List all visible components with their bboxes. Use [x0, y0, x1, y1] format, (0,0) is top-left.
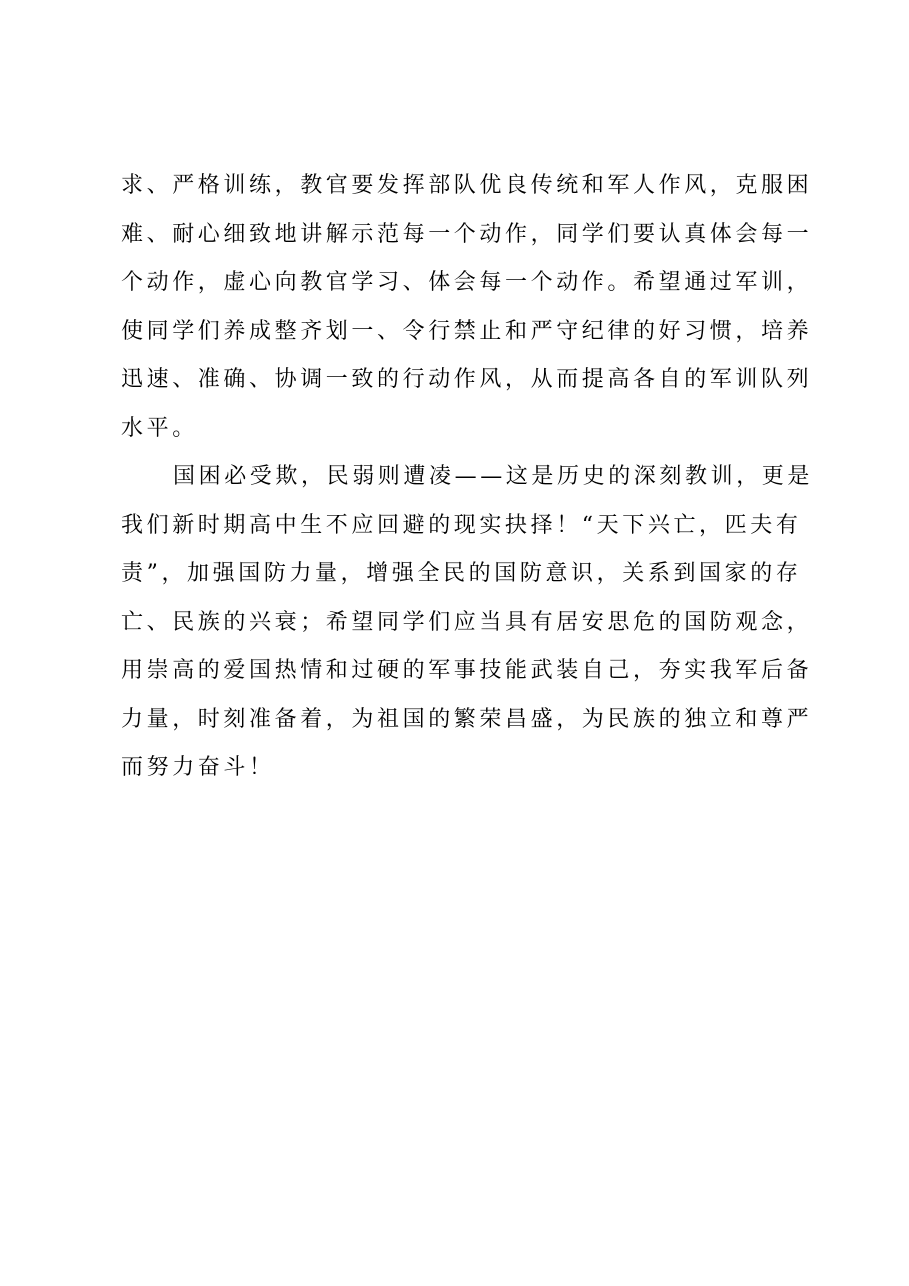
text-line: 国困必受欺，民弱则遭凌——这是历史的深刻教训，更是: [173, 464, 814, 489]
text-line: 迅速、准确、协调一致的行动作风，从而提高各自的军训队列: [121, 367, 813, 392]
paragraph-2: [121, 453, 814, 793]
document-body: [121, 162, 814, 793]
text-line: 难、耐心细致地讲解示范每一个动作，同学们要认真体会每一: [121, 221, 813, 247]
text-line: 亡、民族的兴衰；希望同学们应当具有居安思危的国防观念，: [121, 609, 813, 635]
text-line: 求、严格训练，教官要发挥部队优良传统和军人作风，克服困: [121, 173, 813, 198]
text-line: 使同学们养成整齐划一、令行禁止和严守纪律的好习惯，培养: [121, 318, 813, 344]
text-line: 水平。: [121, 415, 198, 441]
paragraph-1: [121, 162, 813, 453]
text-line: 个动作，虚心向教官学习、体会每一个动作。希望通过军训，: [121, 270, 813, 295]
text-line: 力量，时刻准备着，为祖国的繁荣昌盛，为民族的独立和尊严: [121, 706, 813, 732]
text-line: 用崇高的爱国热情和过硬的军事技能武装自己，夯实我军后备: [121, 658, 813, 683]
text-line: 而努力奋斗！: [121, 755, 275, 780]
text-line: 责”，加强国防力量，增强全民的国防意识，关系到国家的存: [121, 561, 802, 586]
text-line: 我们新时期高中生不应回避的现实抉择！“天下兴亡，匹夫有: [121, 512, 802, 538]
